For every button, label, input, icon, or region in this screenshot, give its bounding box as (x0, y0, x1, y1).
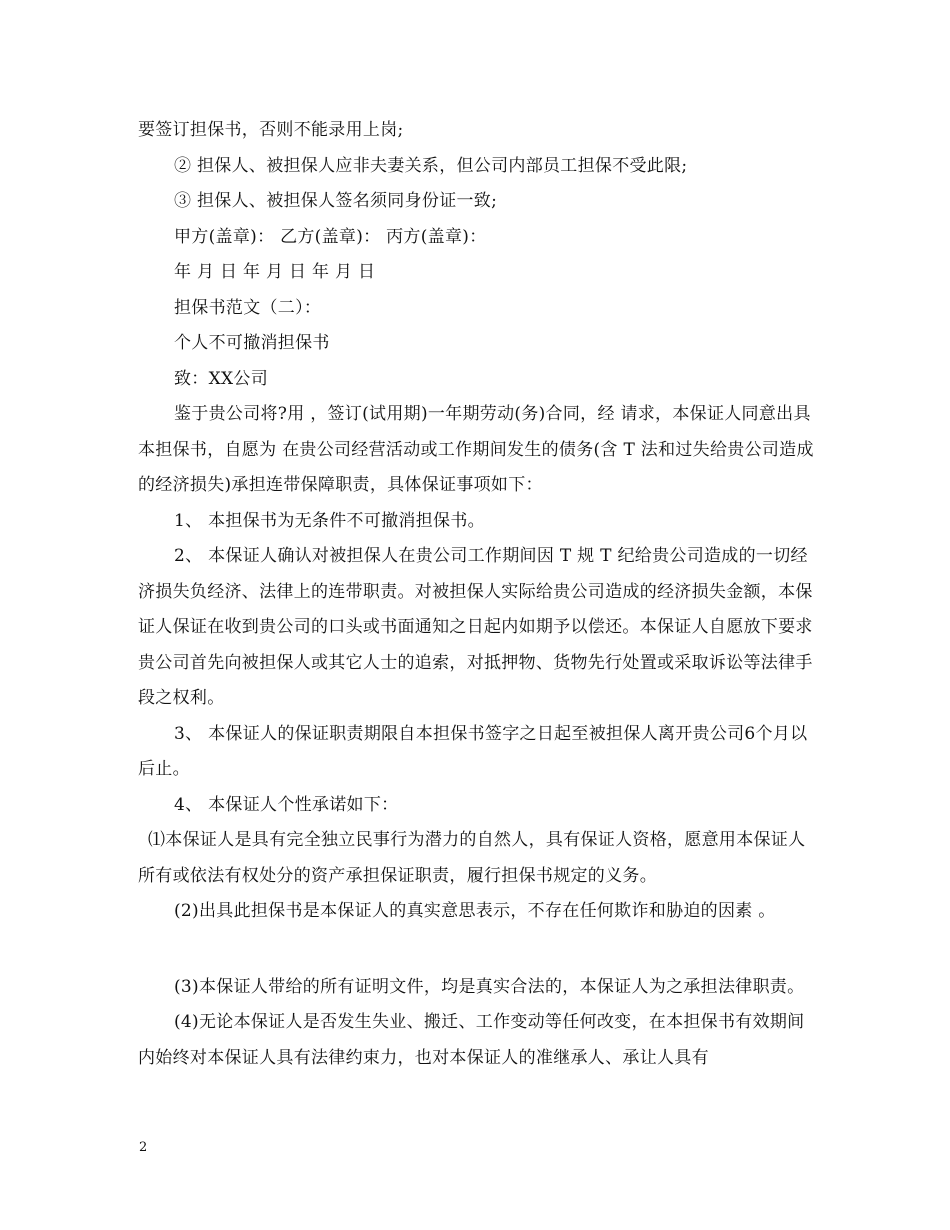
paragraph-item-3: 3、 本保证人的保证职责期限自本担保书签字之日起至被担保人离开贵公司6个月以后止。 (138, 723, 808, 779)
paragraph-item-2: 2、 本保证人确认对被担保人在贵公司工作期间因 T 规 T 纪给贵公司造成的一切经济损失负经济、法律上的连带职责。对被担保人实际给贵公司造成的经济损失金额，本保证人保证在收到贵公司的口头或书面通知之日起内如期予以偿还。本保证人自愿放下要求贵公司首先向被担保人或其它人士的追索，对抵押物、货物先行处置或采取诉讼等法律手段之权利。 (138, 546, 813, 708)
paragraph-sub-2: (2)出具此担保书是本保证人的真实意思表示，不存在任何欺诈和胁迫的因素 。 (174, 901, 776, 921)
signature-parties-line: 甲方(盖章)： 乙方(盖章)： 丙方(盖章)： (174, 226, 487, 247)
paragraph-item-4: 4、 本保证人个性承诺如下： (174, 794, 399, 815)
paragraph-sub-4: (4)无论本保证人是否发生失业、搬迁、工作变动等任何改变，在本担保书有效期间内始终对本保证人具有法律约束力，也对本保证人的准继承人、承让人具有 (138, 1012, 805, 1068)
paragraph-sub-3: (3)本保证人带给的所有证明文件，均是真实合法的，本保证人为之承担法律职责。 (174, 976, 805, 997)
paragraph-preamble: 鉴于贵公司将?用 ，签订(试用期)一年期劳动(务)合同，经 请求，本保证人同意出具本担保书，自愿为 在贵公司经营活动或工作期间发生的债务(含 T 法和过失给贵公司造成的经济损失)承担连带保障职责，具体保证事项如下： (138, 404, 814, 495)
addressee-line: 致：XX公司 (174, 368, 269, 389)
page-number: 2 (139, 1140, 148, 1155)
blank-space (138, 930, 818, 970)
section-heading: 担保书范文（二）： (174, 297, 322, 318)
paragraph-continuation: 要签订担保书，否则不能录用上岗; (138, 120, 404, 140)
paragraph-rule-2: ② 担保人、被担保人应非夫妻关系，但公司内部员工担保不受此限; (174, 155, 688, 176)
paragraph-item-1: 1、 本担保书为无条件不可撤消担保书。 (174, 510, 485, 531)
paragraph-rule-3: ③ 担保人、被担保人签名须同身份证一致; (174, 191, 498, 211)
signature-date-line: 年 月 日 年 月 日 年 月 日 (174, 262, 376, 282)
paragraph-sub-1: ⑴本保证人是具有完全独立民事行为潜力的自然人，具有保证人资格，愿意用本保证人所有或依法有权处分的资产承担保证职责，履行担保书规定的义务。 (138, 830, 806, 886)
document-body (138, 113, 818, 1076)
document-title: 个人不可撤消担保书 (174, 333, 330, 353)
